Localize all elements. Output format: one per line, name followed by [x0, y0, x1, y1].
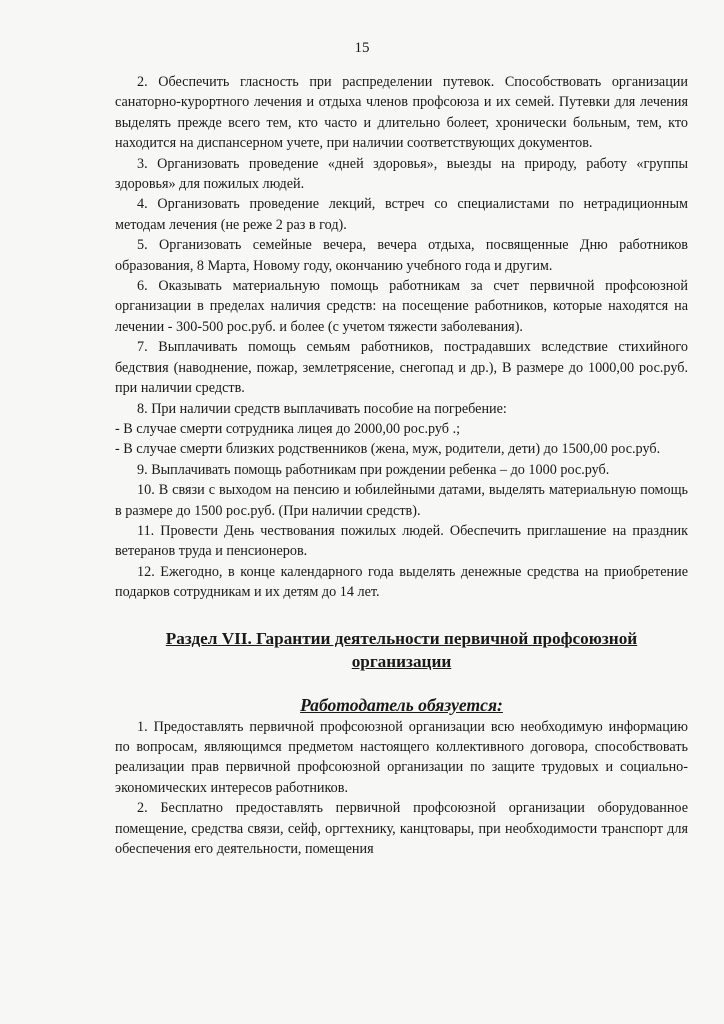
section-7-paragraph-1: 1. Предоставлять первичной профсоюзной организации всю необходимую информацию по вопросам, являющимся предметом настоящего коллективного договора, способствовать реализации прав первичной профсоюзной организации по защите трудовых и социально-экономических интересов работников.	[115, 718, 688, 796]
burial-item-employee: - В случае смерти сотрудника лицея до 2000,00 рос.руб .;	[115, 420, 461, 437]
section-7-paragraph-2: 2. Бесплатно предоставлять первичной профсоюзной организации оборудованное помещение, средства связи, сейф, оргтехнику, канцтовары, при необходимости транспорт для обеспечения его деятельности, помещения	[115, 800, 688, 857]
section-7-title	[115, 627, 688, 673]
page-number: 15	[354, 40, 370, 56]
paragraph-5: 5. Организовать семейные вечера, вечера отдыха, посвященные Дню работников образования, 8 Марта, Новому году, окончанию учебного года и другим.	[115, 237, 688, 274]
paragraph-8: 8. При наличии средств выплачивать пособие на погребение:	[137, 400, 507, 417]
paragraph-2: 2. Обеспечить гласность при распределении путевок. Способствовать организации санаторно-курортного лечения и отдыха членов профсоюза и их семей. Путевки для лечения выделять прежде всего тем, кто часто и длительно болеет, хронически больным, тем, кто находится на диспансерном учете, при наличии соответствующих документов.	[115, 74, 688, 152]
document-body	[115, 72, 688, 859]
employer-obligations-heading: Работодатель обязуется:	[300, 694, 503, 715]
section-7-title-line-1: Раздел VII. Гарантии деятельности первичной профсоюзной	[165, 628, 638, 648]
paragraph-6: 6. Оказывать материальную помощь работникам за счет первичной профсоюзной организации в пределах наличия средств: на посещение работников, которые находятся на лечении - 300-500 рос.руб. и более (с учетом тяжести заболевания).	[115, 278, 688, 335]
paragraph-10: 10. В связи с выходом на пенсию и юбилейными датами, выделять материальную помощь в размере до 1500 рос.руб. (При наличии средств).	[115, 482, 688, 519]
paragraph-3: 3. Организовать проведение «дней здоровья», выезды на природу, работу «группы здоровья» для пожилых людей.	[115, 155, 688, 193]
section-7-title-line-2: организации	[351, 651, 452, 671]
burial-item-relatives: - В случае смерти близких родственников (жена, муж, родители, дети) до 1500,00 рос.руб.	[115, 441, 661, 458]
paragraph-11: 11. Провести День чествования пожилых людей. Обеспечить приглашение на праздник ветеранов труда и пенсионеров.	[115, 522, 688, 560]
paragraph-12: 12. Ежегодно, в конце календарного года выделять денежные средства на приобретение подарков сотрудникам и их детям до 14 лет.	[115, 563, 688, 601]
paragraph-4: 4. Организовать проведение лекций, встреч со специалистами по нетрадиционным методам лечения (не реже 2 раз в год).	[115, 196, 688, 233]
paragraph-9: 9. Выплачивать помощь работникам при рождении ребенка – до 1000 рос.руб.	[137, 461, 610, 478]
paragraph-7: 7. Выплачивать помощь семьям работников, пострадавших вследствие стихийного бедствия (наводнение, пожар, землетрясение, снегопад и др.), В размере до 1000,00 рос.руб. при наличии средств.	[115, 339, 688, 397]
